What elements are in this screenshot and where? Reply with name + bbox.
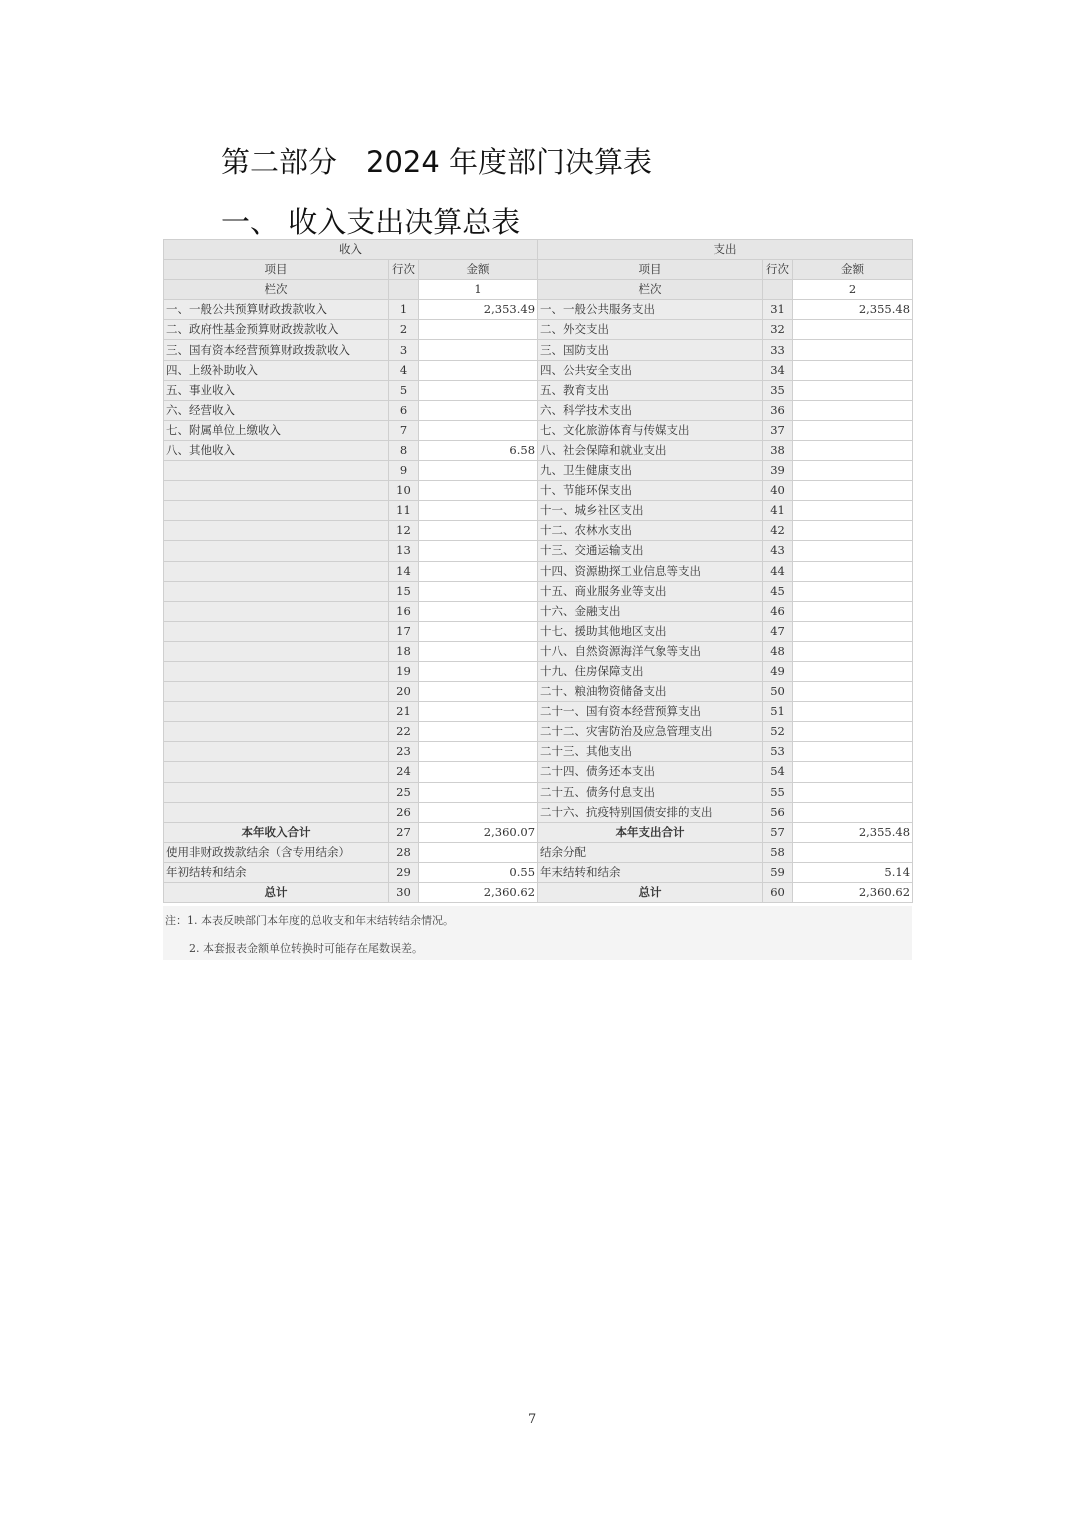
table-row [164, 802, 913, 822]
table-row [164, 320, 913, 340]
income-item-cell: 二、政府性基金预算财政拨款收入 [164, 320, 389, 340]
income-item-cell: 一、一般公共预算财政拨款收入 [164, 300, 389, 320]
income-row-number: 25 [389, 782, 419, 802]
income-col-number: 1 [419, 280, 538, 300]
income-amount-cell [419, 782, 538, 802]
income-row-number: 11 [389, 501, 419, 521]
income-amount-cell: 2,353.49 [419, 300, 538, 320]
expense-amount-cell [793, 601, 913, 621]
table-row [164, 521, 913, 541]
income-summary-item: 本年收入合计 [164, 822, 389, 842]
income-row-number: 7 [389, 420, 419, 440]
table-row [164, 420, 913, 440]
expense-summary-amount: 5.14 [793, 862, 913, 882]
income-amount-cell [419, 661, 538, 681]
income-item-cell [164, 682, 389, 702]
income-row-number: 21 [389, 702, 419, 722]
expense-row-number: 39 [763, 461, 793, 481]
table-row [164, 481, 913, 501]
summary-row [164, 842, 913, 862]
expense-amount-cell [793, 782, 913, 802]
summary-row [164, 883, 913, 903]
income-row-number: 22 [389, 722, 419, 742]
income-header: 收入 [164, 240, 538, 260]
expense-item-cell: 三、国防支出 [538, 340, 763, 360]
income-item-cell [164, 621, 389, 641]
expense-amount-cell [793, 320, 913, 340]
income-summary-amount: 2,360.07 [419, 822, 538, 842]
table-row [164, 440, 913, 460]
expense-row-number: 45 [763, 581, 793, 601]
income-summary-amount: 2,360.62 [419, 883, 538, 903]
expense-amount-cell [793, 561, 913, 581]
expense-amount-cell [793, 682, 913, 702]
income-row-number: 30 [389, 883, 419, 903]
expense-amount-cell [793, 641, 913, 661]
income-amount-cell [419, 541, 538, 561]
expense-item-cell: 二十六、抗疫特别国债安排的支出 [538, 802, 763, 822]
income-amount-cell [419, 400, 538, 420]
income-item-cell [164, 481, 389, 501]
expense-item-cell: 十六、金融支出 [538, 601, 763, 621]
expense-amount-cell [793, 360, 913, 380]
income-row-number: 29 [389, 862, 419, 882]
expense-item-cell: 十四、资源勘探工业信息等支出 [538, 561, 763, 581]
income-amount-cell [419, 581, 538, 601]
table-row [164, 742, 913, 762]
expense-item-cell: 十一、城乡社区支出 [538, 501, 763, 521]
expense-summary-amount [793, 842, 913, 862]
income-row-number: 16 [389, 601, 419, 621]
income-amount-cell [419, 420, 538, 440]
table-row [164, 782, 913, 802]
note-line-2: 2. 本套报表金额单位转换时可能存在尾数误差。 [189, 942, 423, 955]
expense-amount-cell [793, 400, 913, 420]
income-summary-amount [419, 842, 538, 862]
income-item-cell [164, 601, 389, 621]
income-item-cell [164, 661, 389, 681]
table-row [164, 541, 913, 561]
table-row [164, 762, 913, 782]
table-row [164, 300, 913, 320]
income-row-number: 13 [389, 541, 419, 561]
income-row-number: 14 [389, 561, 419, 581]
expense-lanci-blank [763, 280, 793, 300]
expense-row-number: 51 [763, 702, 793, 722]
expense-amount-cell [793, 722, 913, 742]
income-summary-amount: 0.55 [419, 862, 538, 882]
table-row [164, 722, 913, 742]
income-amount-cell [419, 601, 538, 621]
income-summary-item: 总计 [164, 883, 389, 903]
income-amount-cell [419, 521, 538, 541]
expense-row-number: 44 [763, 561, 793, 581]
expense-row-number: 47 [763, 621, 793, 641]
income-amount-cell: 6.58 [419, 440, 538, 460]
income-row-number: 5 [389, 380, 419, 400]
expense-item-cell: 五、教育支出 [538, 380, 763, 400]
expense-item-cell: 二十一、国有资本经营预算支出 [538, 702, 763, 722]
income-amount-cell [419, 461, 538, 481]
income-lanci-blank [389, 280, 419, 300]
table-row [164, 561, 913, 581]
expense-item-cell: 二十、粮油物资储备支出 [538, 682, 763, 702]
expense-amount-cell [793, 762, 913, 782]
income-item-cell [164, 501, 389, 521]
expense-amount-header: 金额 [793, 260, 913, 280]
expense-row-number: 52 [763, 722, 793, 742]
income-amount-cell [419, 481, 538, 501]
income-item-cell [164, 742, 389, 762]
income-amount-header: 金额 [419, 260, 538, 280]
expense-item-cell: 六、科学技术支出 [538, 400, 763, 420]
expense-item-cell: 二、外交支出 [538, 320, 763, 340]
section-title: 一、 收入支出决算总表 [221, 205, 521, 239]
income-amount-cell [419, 722, 538, 742]
table-row [164, 621, 913, 641]
income-item-cell [164, 561, 389, 581]
table-row [164, 702, 913, 722]
income-summary-item: 使用非财政拨款结余（含专用结余） [164, 842, 389, 862]
table-row [164, 601, 913, 621]
income-row-number: 15 [389, 581, 419, 601]
expense-summary-amount: 2,355.48 [793, 822, 913, 842]
expense-summary-amount: 2,360.62 [793, 883, 913, 903]
expense-summary-item: 总计 [538, 883, 763, 903]
income-item-cell: 六、经营收入 [164, 400, 389, 420]
expense-amount-cell: 2,355.48 [793, 300, 913, 320]
expense-row-number: 43 [763, 541, 793, 561]
expense-row-number: 48 [763, 641, 793, 661]
table-row [164, 461, 913, 481]
income-amount-cell [419, 742, 538, 762]
income-amount-cell [419, 561, 538, 581]
income-row-number: 27 [389, 822, 419, 842]
expense-amount-cell [793, 380, 913, 400]
summary-row [164, 862, 913, 882]
income-amount-cell [419, 340, 538, 360]
income-item-cell: 四、上级补助收入 [164, 360, 389, 380]
expense-item-cell: 十三、交通运输支出 [538, 541, 763, 561]
expense-col-number: 2 [793, 280, 913, 300]
income-item-cell [164, 541, 389, 561]
expense-row-number: 49 [763, 661, 793, 681]
expense-row-number: 56 [763, 802, 793, 822]
income-row-number: 26 [389, 802, 419, 822]
expense-row-number: 41 [763, 501, 793, 521]
expense-summary-item: 本年支出合计 [538, 822, 763, 842]
income-item-cell [164, 641, 389, 661]
expense-row-number: 60 [763, 883, 793, 903]
expense-item-cell: 七、文化旅游体育与传媒支出 [538, 420, 763, 440]
income-amount-cell [419, 501, 538, 521]
income-row-number: 10 [389, 481, 419, 501]
table-row [164, 661, 913, 681]
expense-row-number: 37 [763, 420, 793, 440]
expense-item-cell: 二十四、债务还本支出 [538, 762, 763, 782]
expense-item-cell: 九、卫生健康支出 [538, 461, 763, 481]
expense-amount-cell [793, 621, 913, 641]
income-summary-item: 年初结转和结余 [164, 862, 389, 882]
expense-row-number: 55 [763, 782, 793, 802]
page-number: 7 [528, 1412, 537, 1427]
expense-row-number: 36 [763, 400, 793, 420]
expense-item-cell: 十七、援助其他地区支出 [538, 621, 763, 641]
table-row [164, 641, 913, 661]
expense-amount-cell [793, 581, 913, 601]
expense-amount-cell [793, 661, 913, 681]
expense-item-cell: 一、一般公共服务支出 [538, 300, 763, 320]
income-amount-cell [419, 360, 538, 380]
income-amount-cell [419, 621, 538, 641]
income-amount-cell [419, 682, 538, 702]
income-expense-table [163, 239, 913, 903]
expense-row-number: 42 [763, 521, 793, 541]
expense-amount-cell [793, 340, 913, 360]
expense-amount-cell [793, 461, 913, 481]
income-item-cell [164, 782, 389, 802]
expense-header: 支出 [538, 240, 913, 260]
income-row-number: 8 [389, 440, 419, 460]
income-row-number: 19 [389, 661, 419, 681]
expense-row-number: 38 [763, 440, 793, 460]
table-row [164, 360, 913, 380]
expense-amount-cell [793, 420, 913, 440]
expense-item-cell: 八、社会保障和就业支出 [538, 440, 763, 460]
expense-amount-cell [793, 521, 913, 541]
table-notes [163, 906, 912, 960]
expense-item-cell: 十八、自然资源海洋气象等支出 [538, 641, 763, 661]
expense-amount-cell [793, 742, 913, 762]
income-row-number: 9 [389, 461, 419, 481]
expense-row-number: 33 [763, 340, 793, 360]
expense-row-number: 35 [763, 380, 793, 400]
page-title: 第二部分 2024 年度部门决算表 [221, 145, 653, 179]
expense-amount-cell [793, 802, 913, 822]
income-row-number: 1 [389, 300, 419, 320]
income-row-number: 17 [389, 621, 419, 641]
expense-item-cell: 二十五、债务付息支出 [538, 782, 763, 802]
income-item-cell [164, 581, 389, 601]
expense-lanci-label: 栏次 [538, 280, 763, 300]
expense-row-number: 40 [763, 481, 793, 501]
summary-row [164, 822, 913, 842]
income-item-cell [164, 702, 389, 722]
expense-item-cell: 四、公共安全支出 [538, 360, 763, 380]
expense-amount-cell [793, 702, 913, 722]
expense-row-number: 31 [763, 300, 793, 320]
income-item-cell [164, 762, 389, 782]
income-row-number: 12 [389, 521, 419, 541]
income-item-cell [164, 722, 389, 742]
expense-item-cell: 二十三、其他支出 [538, 742, 763, 762]
expense-amount-cell [793, 501, 913, 521]
expense-row-number: 58 [763, 842, 793, 862]
expense-amount-cell [793, 440, 913, 460]
income-row-header: 行次 [389, 260, 419, 280]
income-item-cell: 三、国有资本经营预算财政拨款收入 [164, 340, 389, 360]
income-row-number: 3 [389, 340, 419, 360]
income-row-number: 2 [389, 320, 419, 340]
income-row-number: 20 [389, 682, 419, 702]
income-item-cell [164, 521, 389, 541]
income-item-cell: 八、其他收入 [164, 440, 389, 460]
expense-item-cell: 二十二、灾害防治及应急管理支出 [538, 722, 763, 742]
income-item-cell: 七、附属单位上缴收入 [164, 420, 389, 440]
income-amount-cell [419, 641, 538, 661]
income-row-number: 6 [389, 400, 419, 420]
income-row-number: 24 [389, 762, 419, 782]
income-item-cell [164, 461, 389, 481]
expense-summary-item: 结余分配 [538, 842, 763, 862]
income-amount-cell [419, 320, 538, 340]
income-row-number: 23 [389, 742, 419, 762]
expense-amount-cell [793, 541, 913, 561]
income-amount-cell [419, 802, 538, 822]
expense-item-header: 项目 [538, 260, 763, 280]
expense-item-cell: 十、节能环保支出 [538, 481, 763, 501]
table-row [164, 380, 913, 400]
table-row [164, 581, 913, 601]
expense-row-number: 54 [763, 762, 793, 782]
expense-summary-item: 年末结转和结余 [538, 862, 763, 882]
income-amount-cell [419, 762, 538, 782]
expense-row-number: 57 [763, 822, 793, 842]
table-row [164, 682, 913, 702]
income-row-number: 4 [389, 360, 419, 380]
table-row [164, 400, 913, 420]
expense-amount-cell [793, 481, 913, 501]
income-row-number: 18 [389, 641, 419, 661]
income-row-number: 28 [389, 842, 419, 862]
income-amount-cell [419, 380, 538, 400]
table-row [164, 340, 913, 360]
income-lanci-label: 栏次 [164, 280, 389, 300]
expense-item-cell: 十五、商业服务业等支出 [538, 581, 763, 601]
expense-row-number: 32 [763, 320, 793, 340]
expense-row-number: 53 [763, 742, 793, 762]
income-item-cell [164, 802, 389, 822]
note-line-1: 注：1. 本表反映部门本年度的总收支和年末结转结余情况。 [165, 914, 454, 927]
expense-item-cell: 十九、住房保障支出 [538, 661, 763, 681]
income-item-cell: 五、事业收入 [164, 380, 389, 400]
expense-row-number: 50 [763, 682, 793, 702]
expense-item-cell: 十二、农林水支出 [538, 521, 763, 541]
income-item-header: 项目 [164, 260, 389, 280]
expense-row-number: 59 [763, 862, 793, 882]
expense-row-number: 34 [763, 360, 793, 380]
expense-row-number: 46 [763, 601, 793, 621]
income-amount-cell [419, 702, 538, 722]
table-row [164, 501, 913, 521]
expense-row-header: 行次 [763, 260, 793, 280]
